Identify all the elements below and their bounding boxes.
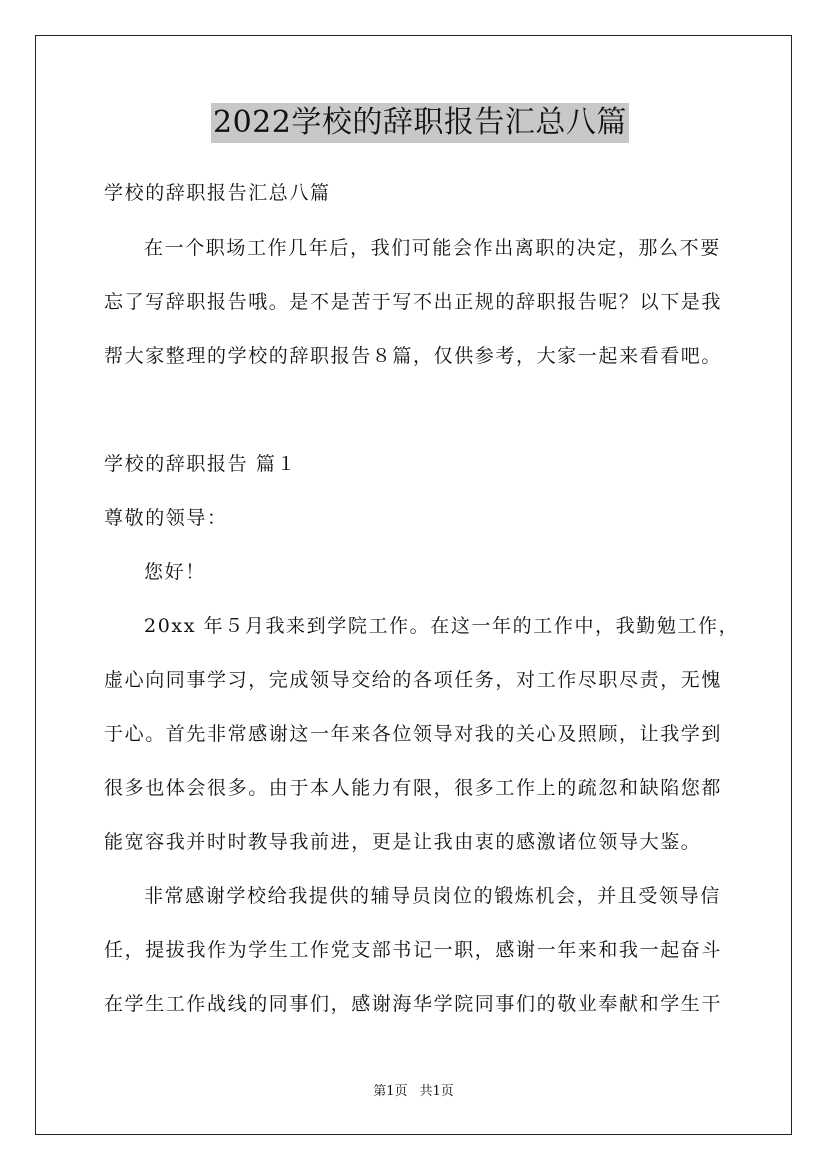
body-line-5: 能宽容我并时时教导我前进，更是让我由衷的感激诸位领导大鉴。 xyxy=(104,831,702,853)
body-line-6: 非常感谢学校给我提供的辅导员岗位的锻炼机会，并且受领导信 xyxy=(144,885,721,907)
intro-line-3: 帮大家整理的学校的辞职报告８篇，仅供参考，大家一起来看看吧。 xyxy=(104,345,723,367)
body-line-7: 任，提拔我作为学生工作党支部书记一职，感谢一年来和我一起奋斗 xyxy=(104,939,723,961)
page-number: 第1页 xyxy=(373,1084,408,1099)
document-subtitle: 学校的辞职报告汇总八篇 xyxy=(104,182,331,204)
section-heading: 学校的辞职报告 篇１ xyxy=(104,453,298,475)
body-line-2: 虚心向同事学习，完成领导交给的各项任务，对工作尽职尽责，无愧 xyxy=(104,669,723,691)
salutation: 尊敬的领导： xyxy=(104,507,228,529)
page-total: 共1页 xyxy=(419,1084,454,1099)
page-footer xyxy=(0,1083,827,1101)
body-line-1: 20xx 年５月我来到学院工作。在这一年的工作中，我勤勉工作， xyxy=(144,615,740,637)
intro-line-1: 在一个职场工作几年后，我们可能会作出离职的决定，那么不要 xyxy=(144,237,721,259)
intro-line-2: 忘了写辞职报告哦。是不是苦于写不出正规的辞职报告呢？以下是我 xyxy=(104,291,723,313)
document-title: 2022学校的辞职报告汇总八篇 xyxy=(211,103,629,143)
body-line-3: 于心。首先非常感谢这一年来各位领导对我的关心及照顾，让我学到 xyxy=(104,723,723,745)
body-line-8: 在学生工作战线的同事们，感谢海华学院同事们的敬业奉献和学生干 xyxy=(104,993,723,1015)
body-line-4: 很多也体会很多。由于本人能力有限，很多工作上的疏忽和缺陷您都 xyxy=(104,777,723,799)
greeting: 您好！ xyxy=(144,561,206,583)
